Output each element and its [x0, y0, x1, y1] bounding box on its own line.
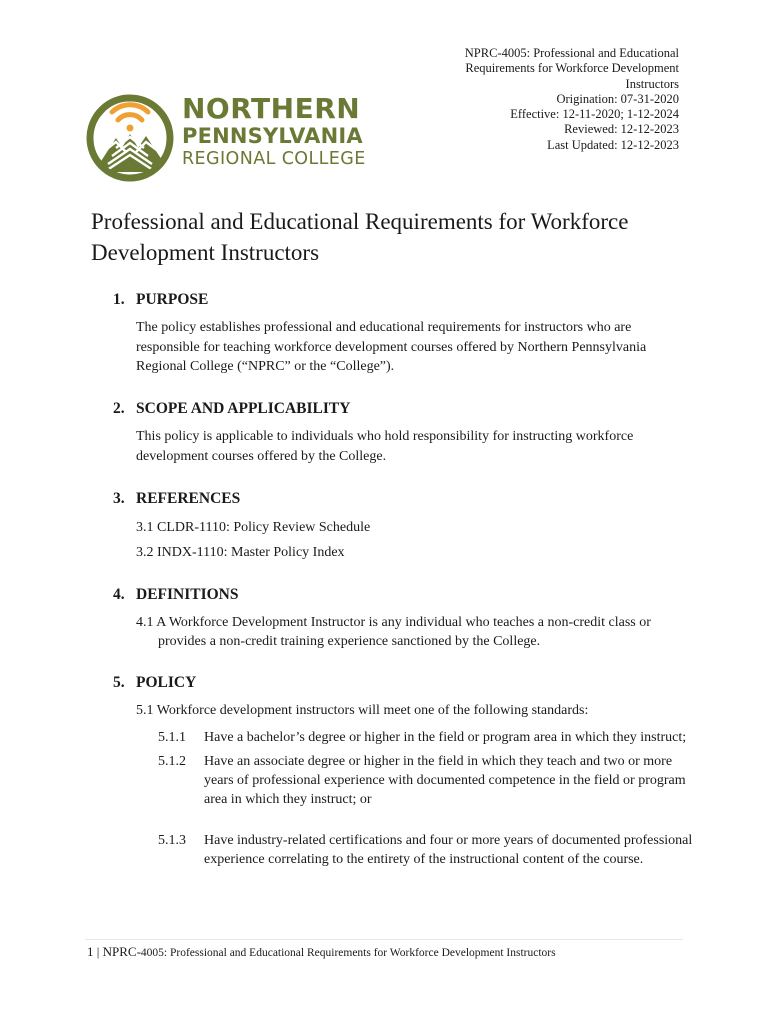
meta-reviewed: Reviewed: 12-12-2023 [564, 122, 679, 137]
meta-effective: Effective: 12-11-2020; 1-12-2024 [510, 107, 679, 122]
section-number: 2. [113, 400, 125, 417]
footer-divider [85, 939, 683, 940]
section-title: DEFINITIONS [136, 586, 239, 603]
scope-text: This policy is applicable to individuals who hold responsibility for instructing workforce development courses offered by the College. [136, 429, 634, 464]
meta-origination: Origination: 07-31-2020 [556, 91, 679, 106]
section-scope [113, 399, 693, 466]
standard-text: Have a bachelor’s degree or higher in the field or program area in which they instruct; [204, 730, 687, 745]
meta-policy-line-1: NPRC-4005: Professional and Educational [464, 46, 679, 60]
section-number: 3. [113, 490, 125, 507]
section-heading [113, 489, 693, 509]
section-purpose [113, 290, 693, 377]
reference-item: 3.2 INDX-1110: Master Policy Index [136, 545, 345, 560]
section-heading [113, 290, 693, 310]
section-number: 4. [113, 586, 125, 603]
footer-page-number: 1 | NPRC- [87, 944, 141, 959]
section-title: SCOPE AND APPLICABILITY [136, 400, 351, 417]
definition-item: 4.1 A Workforce Development Instructor is any individual who teaches a non-credit class or provides a non-credit training experience sanctioned by the College. [136, 615, 651, 649]
section-heading [113, 399, 693, 419]
section-number: 1. [113, 291, 125, 308]
logo-line-regional-college: REGIONAL COLLEGE [182, 149, 366, 169]
logo-line-northern: NORTHERN [182, 92, 361, 125]
meta-policy-line-3: Instructors [625, 76, 679, 91]
section-title: PURPOSE [136, 291, 209, 308]
meta-last-updated: Last Updated: 12-12-2023 [547, 137, 679, 152]
standard-text: Have an associate degree or higher in the field in which they teach and two or more years of professional experience with documented competence in the field or program area in which they instruct; or [204, 754, 686, 807]
page-footer [87, 944, 556, 960]
standard-number: 5.1.2 [158, 754, 186, 769]
meta-policy-line-2: Requirements for Workforce Development [465, 61, 679, 76]
document-title: Professional and Educational Requirements for Workforce Development Instructors [91, 209, 629, 265]
section-references [113, 489, 693, 562]
section-heading [113, 585, 693, 605]
college-wordmark [182, 92, 366, 169]
section-heading [113, 673, 693, 693]
section-definitions [113, 585, 693, 651]
policy-intro: 5.1 Workforce development instructors will meet one of the following standards: [136, 703, 589, 718]
standard-text: Have industry-related certifications and four or more years of documented professional experience correlating to the entirety of the instructional content of the course. [204, 833, 693, 867]
mountain-wifi-emblem-icon [86, 90, 174, 182]
section-title: REFERENCES [136, 490, 241, 507]
section-title: POLICY [136, 674, 197, 691]
standard-number: 5.1.1 [158, 730, 186, 745]
standard-number: 5.1.3 [158, 833, 186, 848]
section-number: 5. [113, 674, 125, 691]
section-policy [113, 673, 693, 869]
policy-standard-item [158, 752, 693, 809]
logo-line-pennsylvania: PENNSYLVANIA [182, 124, 363, 148]
document-metadata [465, 46, 679, 153]
policy-standard-item [158, 728, 693, 747]
policy-standard-item [158, 831, 693, 869]
footer-policy-title: 4005: Professional and Educational Requirements for Workforce Development Instructors [140, 947, 556, 959]
reference-item: 3.1 CLDR-1110: Policy Review Schedule [136, 520, 371, 535]
college-logo [86, 90, 386, 190]
purpose-text: The policy establishes professional and educational requirements for instructors who are responsible for teaching workforce development courses offered by Northern Pennsylvania Regional College (“NPRC” or the “College”). [136, 320, 647, 374]
